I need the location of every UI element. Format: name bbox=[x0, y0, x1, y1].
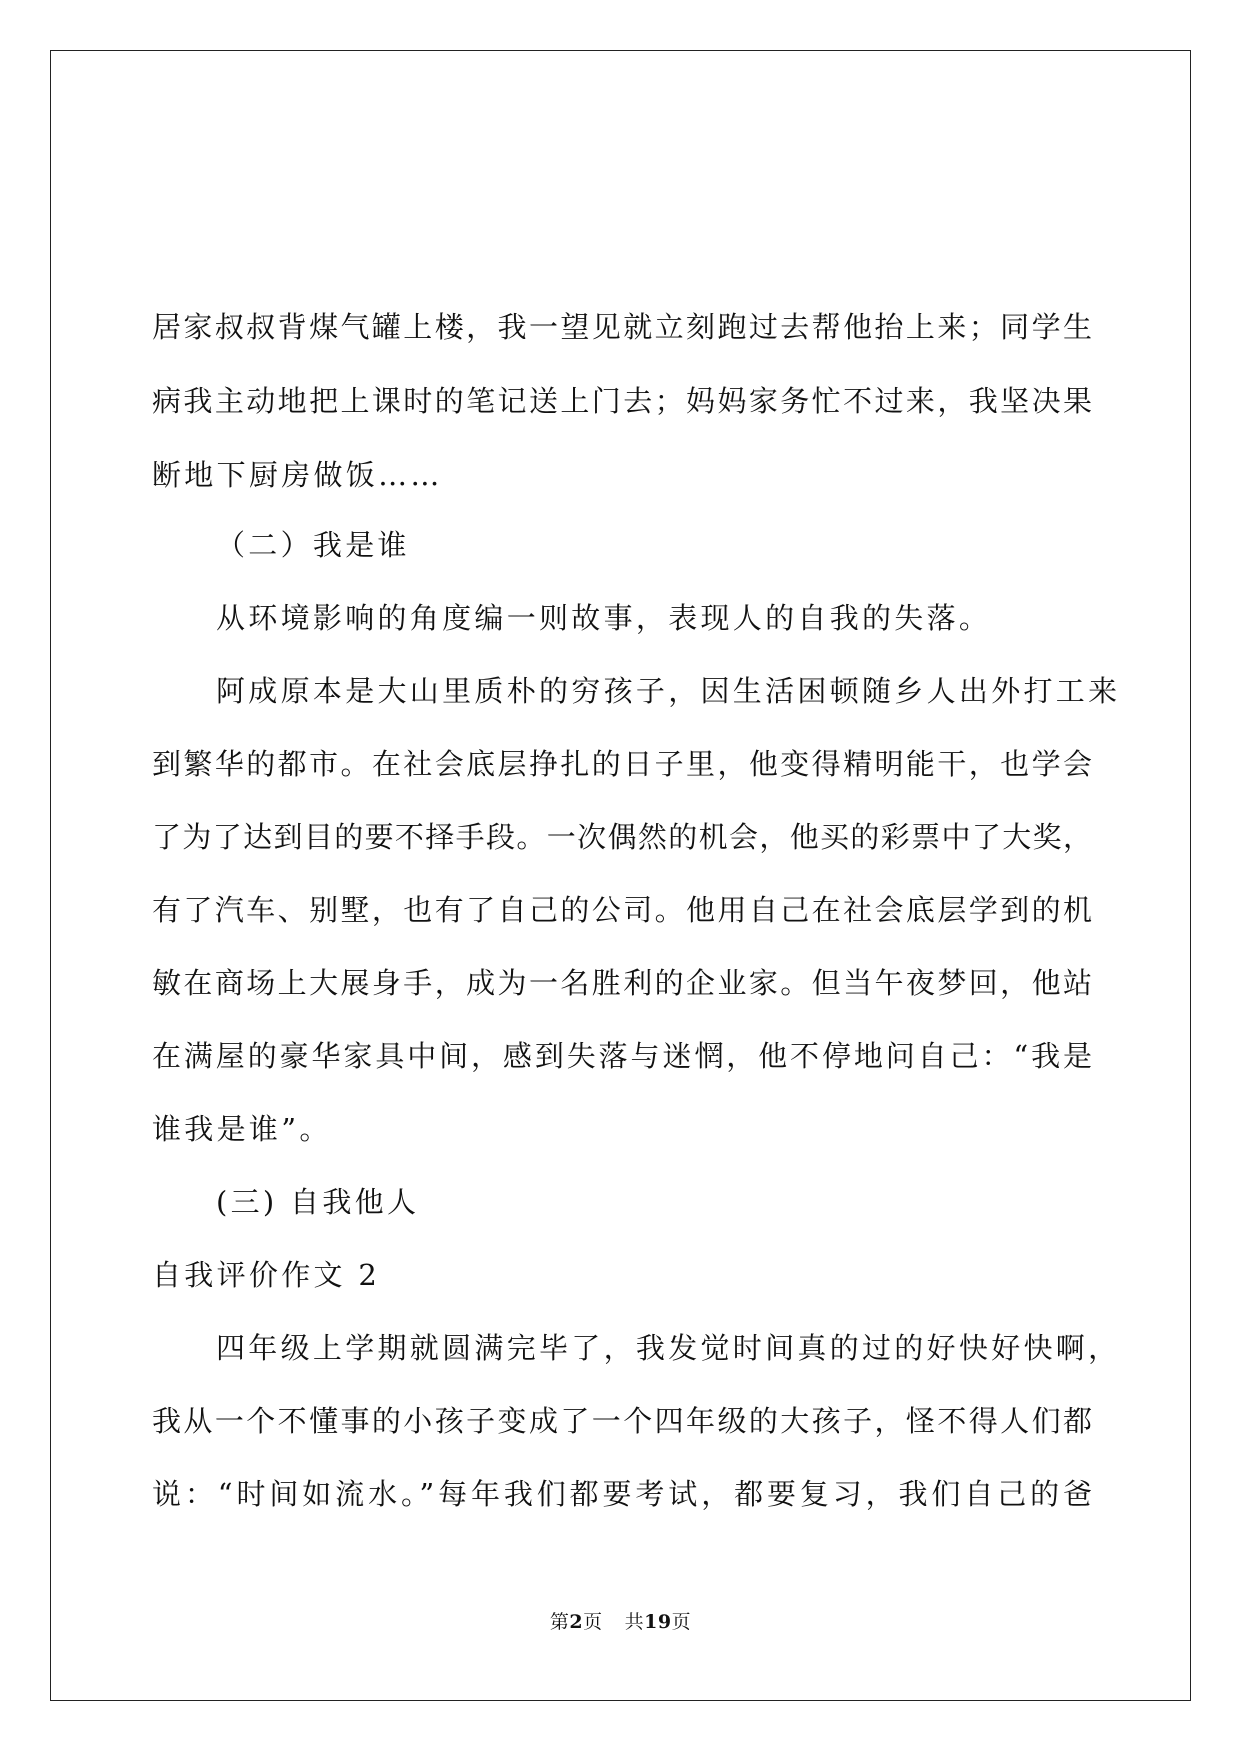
text-line: 谁我是谁”。 bbox=[152, 1112, 332, 1146]
section-heading: （二）我是谁 bbox=[216, 528, 410, 562]
text-line: 在满屋的豪华家具中间，感到失落与迷惘，他不停地问自己：“我是 bbox=[152, 1039, 1092, 1073]
total-prefix: 共 bbox=[624, 1611, 645, 1633]
total-suffix: 页 bbox=[671, 1611, 692, 1633]
text-line: 居家叔叔背煤气罐上楼，我一望见就立刻跑过去帮他抬上来；同学生 bbox=[152, 310, 1092, 344]
text-line: 从环境影响的角度编一则故事，表现人的自我的失落。 bbox=[216, 601, 992, 635]
page-suffix: 页 bbox=[583, 1611, 603, 1633]
text-line: 到繁华的都市。在社会底层挣扎的日子里，他变得精明能干，也学会 bbox=[152, 747, 1092, 781]
page-prefix: 第 bbox=[549, 1611, 570, 1633]
total-pages: 19 bbox=[644, 1611, 672, 1633]
text-line: 我从一个不懂事的小孩子变成了一个四年级的大孩子，怪不得人们都 bbox=[152, 1404, 1092, 1438]
page-footer bbox=[0, 1610, 1241, 1634]
text-line: 阿成原本是大山里质朴的穷孩子，因生活困顿随乡人出外打工来 bbox=[216, 674, 1121, 708]
text-line: 断地下厨房做饭…… bbox=[152, 458, 443, 492]
essay-title: 自我评价作文 2 bbox=[152, 1258, 381, 1292]
section-heading: (三) 自我他人 bbox=[216, 1185, 420, 1219]
page-border bbox=[50, 50, 1191, 1701]
text-line: 敏在商场上大展身手，成为一名胜利的企业家。但当午夜梦回，他站 bbox=[152, 966, 1092, 1000]
text-line: 四年级上学期就圆满完毕了，我发觉时间真的过的好快好快啊， bbox=[216, 1331, 1121, 1365]
text-line: 说：“时间如流水。”每年我们都要考试，都要复习，我们自己的爸 bbox=[152, 1477, 1092, 1511]
page-number: 2 bbox=[569, 1611, 584, 1633]
text-line: 了为了达到目的要不择手段。一次偶然的机会，他买的彩票中了大奖， bbox=[152, 820, 1092, 854]
text-line: 病我主动地把上课时的笔记送上门去；妈妈家务忙不过来，我坚决果 bbox=[152, 384, 1092, 418]
text-line: 有了汽车、别墅，也有了自己的公司。他用自己在社会底层学到的机 bbox=[152, 893, 1092, 927]
